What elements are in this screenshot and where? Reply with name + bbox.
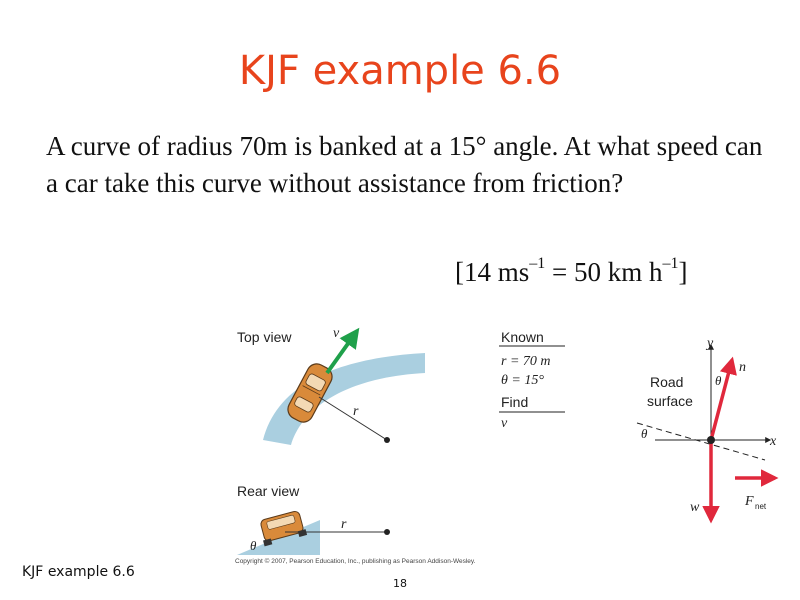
page-number: 18 [393,577,407,590]
footer-label: KJF example 6.6 [22,564,135,580]
center-point-top [384,437,390,443]
velocity-label: v [333,326,340,341]
top-view-label: Top view [237,329,292,345]
known-header: Known [501,329,544,345]
rear-view-label: Rear view [237,483,300,499]
answer [455,257,687,288]
find-velocity: v [501,416,508,431]
x-axis-label: x [770,434,777,449]
weight-label: w [690,500,700,515]
answer-prefix: [14 ms [455,257,530,287]
object-point [707,436,715,444]
normal-force-label: n [739,360,746,375]
road-surface-label-line2: surface [647,393,693,409]
road-surface-label-line1: Road [650,374,684,390]
answer-exponent-1: –1 [529,255,546,272]
known-angle: θ = 15° [501,373,544,388]
copyright-notice: Copyright © 2007, Pearson Education, Inc., publishing as Pearson Addison-Wesley. [235,558,476,565]
top-view-panel [237,326,425,445]
net-force-subscript: net [755,502,767,511]
road-top-view [263,353,425,445]
y-axis-label: y [707,336,714,351]
normal-force-vector [711,360,732,440]
known-find-box [499,329,565,431]
answer-middle: = 50 km h [545,257,663,287]
slide-title: KJF example 6.6 [238,48,562,94]
radius-label-rear: r [341,517,347,532]
center-point-rear [384,529,390,535]
find-header: Find [501,394,529,410]
problem-statement: A curve of radius 70m is banked at a 15° angle. At what speed can a car take this curve without assistance from friction? [46,131,763,198]
road-angle-label: θ [641,426,648,441]
known-radius: r = 70 m [501,354,551,369]
net-force-label: F [745,494,754,509]
road-surface-line [637,423,765,460]
answer-exponent-2: –1 [662,255,679,272]
radius-label-top: r [353,404,359,419]
bank-angle-label: θ [250,538,257,553]
free-body-diagram [637,336,777,520]
normal-angle-label: θ [715,373,722,388]
answer-suffix: ] [678,257,688,287]
rear-view-panel [237,483,390,555]
banked-curve-figure [225,315,795,565]
